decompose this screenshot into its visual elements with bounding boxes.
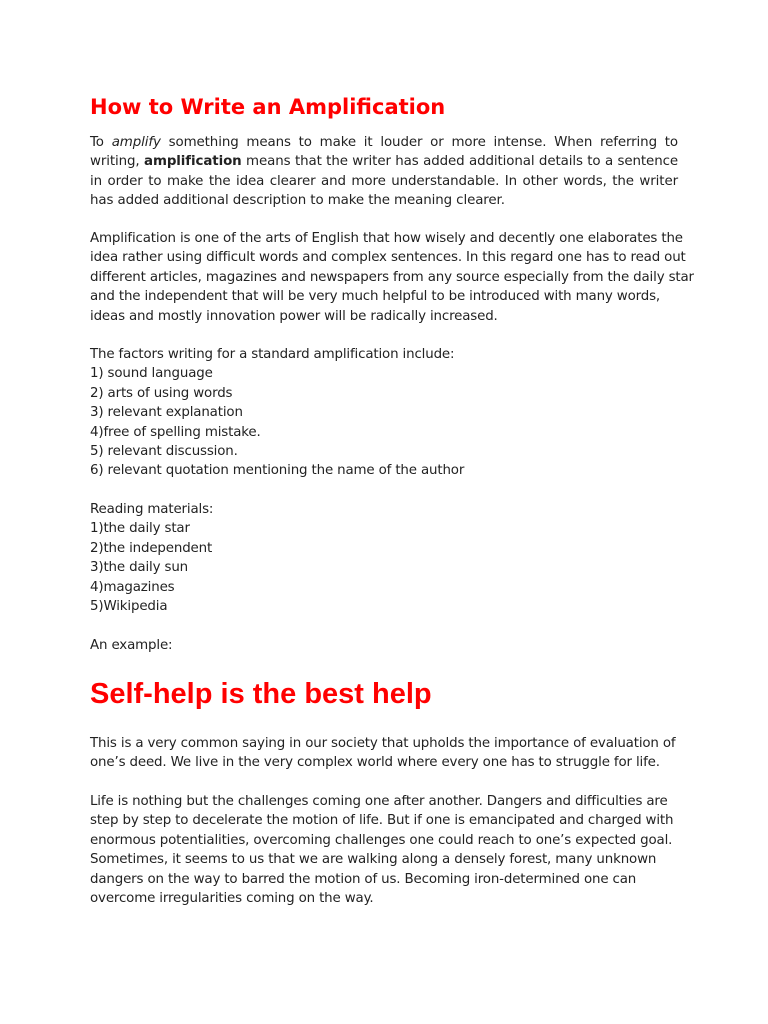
text-line: and the independent that will be very much helpful to be introduced with many words, bbox=[90, 289, 661, 305]
intro-text-1: To bbox=[90, 135, 112, 150]
intro-text-3: means that the writer has added additional details to a sentence in order to make the idea clearer and more understandable. In other words, the writer has added additional description to make the meaning clearer. bbox=[90, 154, 678, 209]
text-line: idea rather using difficult words and complex sentences. In this regard one has to read out bbox=[90, 250, 686, 266]
list-item: 2)the independent bbox=[90, 540, 213, 556]
text-line: enormous potentialities, overcoming challenges one could reach to one’s expected goal. bbox=[90, 832, 673, 848]
intro-text-2: something means to make it louder or more intense. When referring to writing, bbox=[90, 135, 678, 170]
example-label-text: An example: bbox=[90, 638, 173, 653]
text-line: Amplification is one of the arts of English that how wisely and decently one elaborates the bbox=[90, 231, 683, 246]
list-item: 4)magazines bbox=[90, 579, 175, 595]
text-line: Sometimes, it seems to us that we are walking along a densely forest, many unknown bbox=[90, 852, 657, 868]
list-item: 5)Wikipedia bbox=[90, 599, 168, 615]
article-title: How to Write an Amplification bbox=[90, 95, 446, 119]
text-line: This is a very common saying in our society that upholds the importance of evaluation of bbox=[90, 736, 676, 751]
text-line: step by step to decelerate the motion of life. But if one is emancipated and charged with bbox=[90, 813, 674, 829]
amplification-term: amplification bbox=[144, 154, 242, 170]
example-label bbox=[90, 636, 172, 655]
intro-paragraph bbox=[90, 133, 678, 211]
text-line: overcome irregularities coming on the way. bbox=[90, 891, 374, 907]
amplify-emphasis: amplify bbox=[111, 135, 161, 150]
list-item: 2) arts of using words bbox=[90, 385, 233, 401]
factors-list bbox=[90, 345, 464, 481]
reading-list bbox=[90, 500, 213, 616]
text-line: ideas and mostly innovation power will be radically increased. bbox=[90, 308, 498, 324]
list-item: 5) relevant discussion. bbox=[90, 444, 238, 460]
reading-heading: Reading materials: bbox=[90, 502, 214, 517]
text-line: Life is nothing but the challenges coming one after another. Dangers and difficulties are bbox=[90, 794, 668, 809]
text-line: one’s deed. We live in the very complex world where every one has to struggle for life. bbox=[90, 755, 660, 771]
list-item: 4)free of spelling mistake. bbox=[90, 424, 261, 440]
text-line: dangers on the way to barred the motion of us. Becoming iron-determined one can bbox=[90, 871, 637, 887]
example-title: Self-help is the best help bbox=[90, 678, 432, 710]
saying-paragraph bbox=[90, 734, 675, 773]
challenges-paragraph bbox=[90, 792, 673, 908]
list-item: 1) sound language bbox=[90, 366, 213, 382]
list-item: 3)the daily sun bbox=[90, 560, 189, 576]
text-line: different articles, magazines and newspapers from any source especially from the daily star bbox=[90, 269, 694, 285]
list-item: 3) relevant explanation bbox=[90, 405, 243, 421]
list-item: 1)the daily star bbox=[90, 521, 190, 537]
arts-paragraph bbox=[90, 229, 694, 326]
factors-heading: The factors writing for a standard amplification include: bbox=[90, 347, 455, 362]
list-item: 6) relevant quotation mentioning the name of the author bbox=[90, 463, 465, 479]
